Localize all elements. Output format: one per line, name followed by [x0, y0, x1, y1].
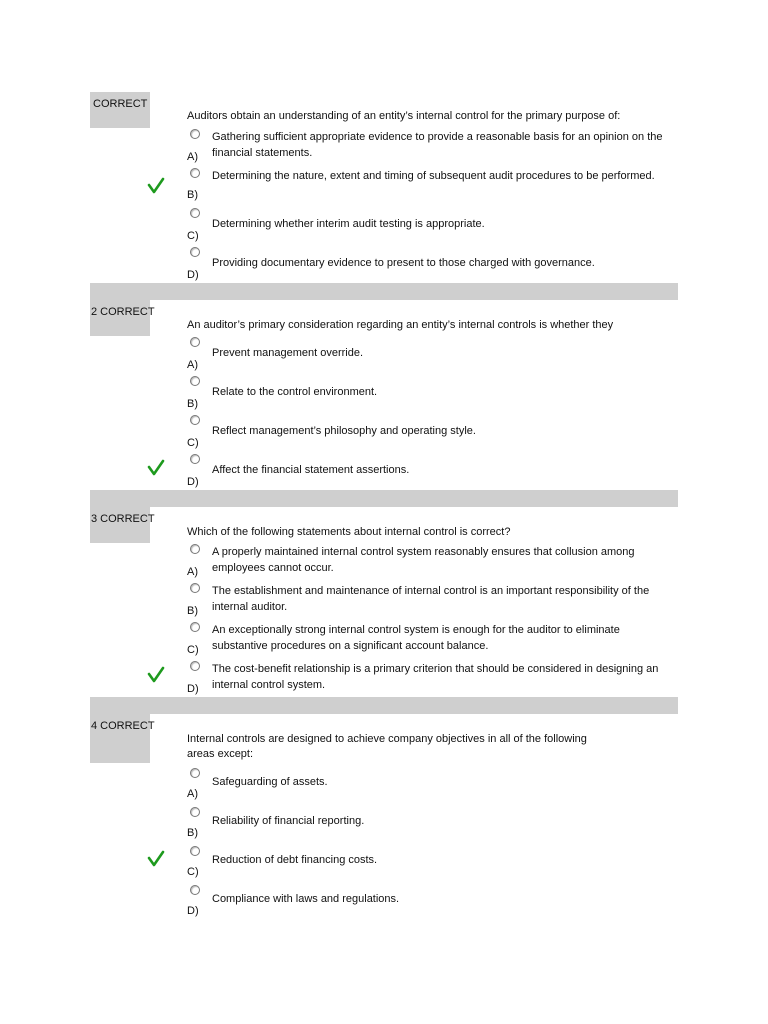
- option-c[interactable]: [187, 622, 677, 660]
- option-a[interactable]: [187, 337, 677, 375]
- status-badge: 3 CORRECT: [90, 507, 150, 543]
- option-letter: C): [187, 644, 199, 656]
- option-letter: D): [187, 476, 199, 488]
- radio-button-icon[interactable]: [190, 376, 200, 386]
- option-text: The cost-benefit relationship is a primary criterion that should be considered in designing an internal control system.: [212, 663, 659, 691]
- option-text: Relate to the control environment.: [212, 386, 378, 398]
- radio-button-icon[interactable]: [190, 768, 200, 778]
- option-d[interactable]: [187, 885, 677, 923]
- radio-button-icon[interactable]: [190, 807, 200, 817]
- question-stem: Internal controls are designed to achieve company objectives in all of the following areas except:: [187, 733, 587, 760]
- option-a[interactable]: [187, 129, 677, 167]
- option-letter: B): [187, 398, 198, 410]
- option-text: Providing documentary evidence to present to those charged with governance.: [212, 257, 595, 269]
- question-stem: An auditor’s primary consideration regarding an entity’s internal controls is whether they: [187, 319, 614, 331]
- option-text: Safeguarding of assets.: [212, 776, 328, 788]
- radio-button-icon[interactable]: [190, 622, 200, 632]
- checkmark-icon: [146, 665, 166, 685]
- radio-button-icon[interactable]: [190, 544, 200, 554]
- divider-bar: [90, 283, 678, 300]
- question-stem: Auditors obtain an understanding of an entity’s internal control for the primary purpose of:: [187, 110, 621, 122]
- radio-button-icon[interactable]: [190, 247, 200, 257]
- question-stem: Which of the following statements about internal control is correct?: [187, 526, 511, 538]
- option-text: The establishment and maintenance of internal control is an important responsibility of the internal auditor.: [212, 585, 650, 613]
- option-text: A properly maintained internal control system reasonably ensures that collusion among employees cannot occur.: [212, 546, 635, 574]
- option-letter: D): [187, 269, 199, 281]
- divider-bar: [90, 490, 678, 507]
- option-c[interactable]: [187, 208, 677, 246]
- option-letter: B): [187, 827, 198, 839]
- option-text: An exceptionally strong internal control system is enough for the auditor to eliminate substantive procedures on a significant account balance.: [212, 624, 620, 652]
- option-letter: B): [187, 189, 198, 201]
- radio-button-icon[interactable]: [190, 661, 200, 671]
- option-letter: C): [187, 437, 199, 449]
- checkmark-icon: [146, 458, 166, 478]
- option-text: Affect the financial statement assertions.: [212, 464, 410, 476]
- radio-button-icon[interactable]: [190, 885, 200, 895]
- divider-bar: [90, 697, 678, 714]
- checkmark-icon: [146, 849, 166, 869]
- option-letter: D): [187, 683, 199, 695]
- option-d[interactable]: [187, 661, 677, 699]
- radio-button-icon[interactable]: [190, 337, 200, 347]
- status-badge: 4 CORRECT: [90, 714, 150, 763]
- option-text: Compliance with laws and regulations.: [212, 893, 400, 905]
- option-letter: C): [187, 866, 199, 878]
- option-c[interactable]: [187, 846, 677, 884]
- option-text: Determining the nature, extent and timing of subsequent audit procedures to be performed.: [212, 170, 655, 182]
- option-b[interactable]: [187, 168, 677, 206]
- option-text: Determining whether interim audit testing is appropriate.: [212, 218, 485, 230]
- option-text: Gathering sufficient appropriate evidence to provide a reasonable basis for an opinion on the financial statements.: [212, 131, 663, 159]
- option-b[interactable]: [187, 583, 677, 621]
- radio-button-icon[interactable]: [190, 583, 200, 593]
- option-letter: A): [187, 566, 198, 578]
- status-badge: CORRECT: [90, 92, 150, 128]
- option-letter: D): [187, 905, 199, 917]
- option-letter: A): [187, 788, 198, 800]
- checkmark-icon: [146, 176, 166, 196]
- option-letter: A): [187, 359, 198, 371]
- option-b[interactable]: [187, 807, 677, 845]
- option-text: Reduction of debt financing costs.: [212, 854, 378, 866]
- option-a[interactable]: [187, 544, 677, 582]
- option-letter: B): [187, 605, 198, 617]
- option-b[interactable]: [187, 376, 677, 414]
- radio-button-icon[interactable]: [190, 129, 200, 139]
- option-text: Prevent management override.: [212, 347, 364, 359]
- option-a[interactable]: [187, 768, 677, 806]
- radio-button-icon[interactable]: [190, 846, 200, 856]
- radio-button-icon[interactable]: [190, 454, 200, 464]
- option-c[interactable]: [187, 415, 677, 453]
- radio-button-icon[interactable]: [190, 208, 200, 218]
- status-badge: 2 CORRECT: [90, 300, 150, 336]
- option-letter: A): [187, 151, 198, 163]
- option-text: Reliability of financial reporting.: [212, 815, 365, 827]
- option-d[interactable]: [187, 247, 677, 285]
- option-d[interactable]: [187, 454, 677, 492]
- radio-button-icon[interactable]: [190, 415, 200, 425]
- option-letter: C): [187, 230, 199, 242]
- option-text: Reflect management’s philosophy and operating style.: [212, 425, 476, 437]
- radio-button-icon[interactable]: [190, 168, 200, 178]
